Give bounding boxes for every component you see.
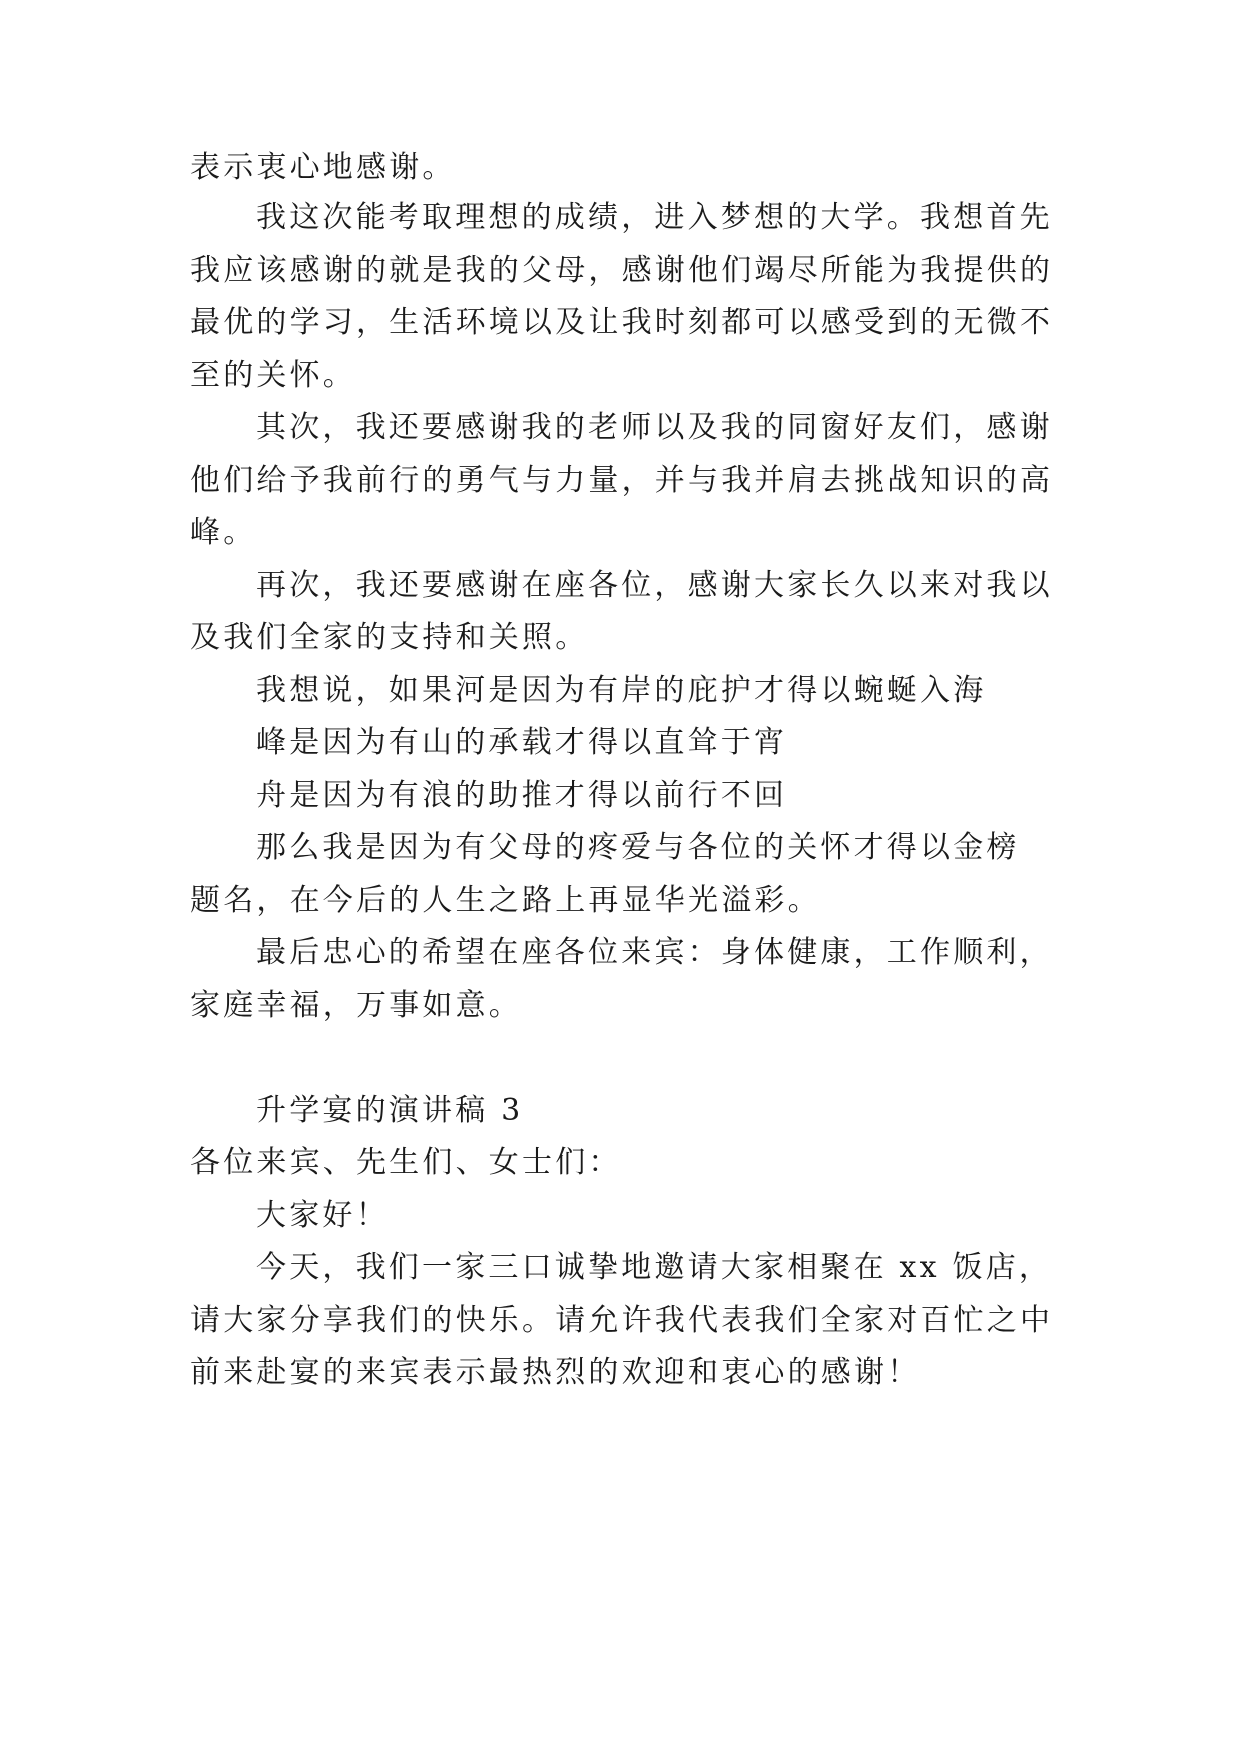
paragraph-line: 表示衷心地感谢。 — [190, 150, 456, 185]
paragraph-line: 最后忠心的希望在座各位来宾：身体健康，工作顺利， — [256, 935, 1053, 970]
salutation-line: 各位来宾、先生们、女士们： — [190, 1145, 622, 1180]
paragraph-line: 我这次能考取理想的成绩，进入梦想的大学。我想首先 — [256, 200, 1053, 235]
paragraph-line: 前来赴宴的来宾表示最热烈的欢迎和衷心的感谢！ — [190, 1355, 921, 1390]
greeting-line: 大家好！ — [256, 1198, 389, 1233]
paragraph-line: 今天，我们一家三口诚挚地邀请大家相聚在 xx 饭店， — [256, 1250, 1053, 1285]
paragraph-line: 我想说，如果河是因为有岸的庇护才得以蜿蜒入海 — [256, 673, 987, 708]
paragraph-line: 其次，我还要感谢我的老师以及我的同窗好友们，感谢 — [256, 410, 1053, 445]
paragraph-line: 舟是因为有浪的助推才得以前行不回 — [256, 778, 788, 813]
section-heading: 升学宴的演讲稿 3 — [256, 1093, 524, 1128]
paragraph-line: 他们给予我前行的勇气与力量，并与我并肩去挑战知识的高 — [190, 463, 1054, 498]
paragraph-line: 再次，我还要感谢在座各位，感谢大家长久以来对我以 — [256, 568, 1053, 603]
paragraph-line: 最优的学习，生活环境以及让我时刻都可以感受到的无微不 — [190, 305, 1054, 340]
paragraph-line: 题名，在今后的人生之路上再显华光溢彩。 — [190, 883, 821, 918]
paragraph-line: 请大家分享我们的快乐。请允许我代表我们全家对百忙之中 — [190, 1303, 1054, 1338]
paragraph-line: 至的关怀。 — [190, 358, 356, 393]
paragraph-line: 峰。 — [190, 515, 257, 550]
paragraph-line: 那么我是因为有父母的疼爱与各位的关怀才得以金榜 — [256, 830, 1020, 865]
paragraph-line: 我应该感谢的就是我的父母，感谢他们竭尽所能为我提供的 — [190, 253, 1054, 288]
paragraph-line: 峰是因为有山的承载才得以直耸于宵 — [256, 725, 788, 760]
paragraph-line: 及我们全家的支持和关照。 — [190, 620, 589, 655]
paragraph-line: 家庭幸福，万事如意。 — [190, 988, 522, 1023]
